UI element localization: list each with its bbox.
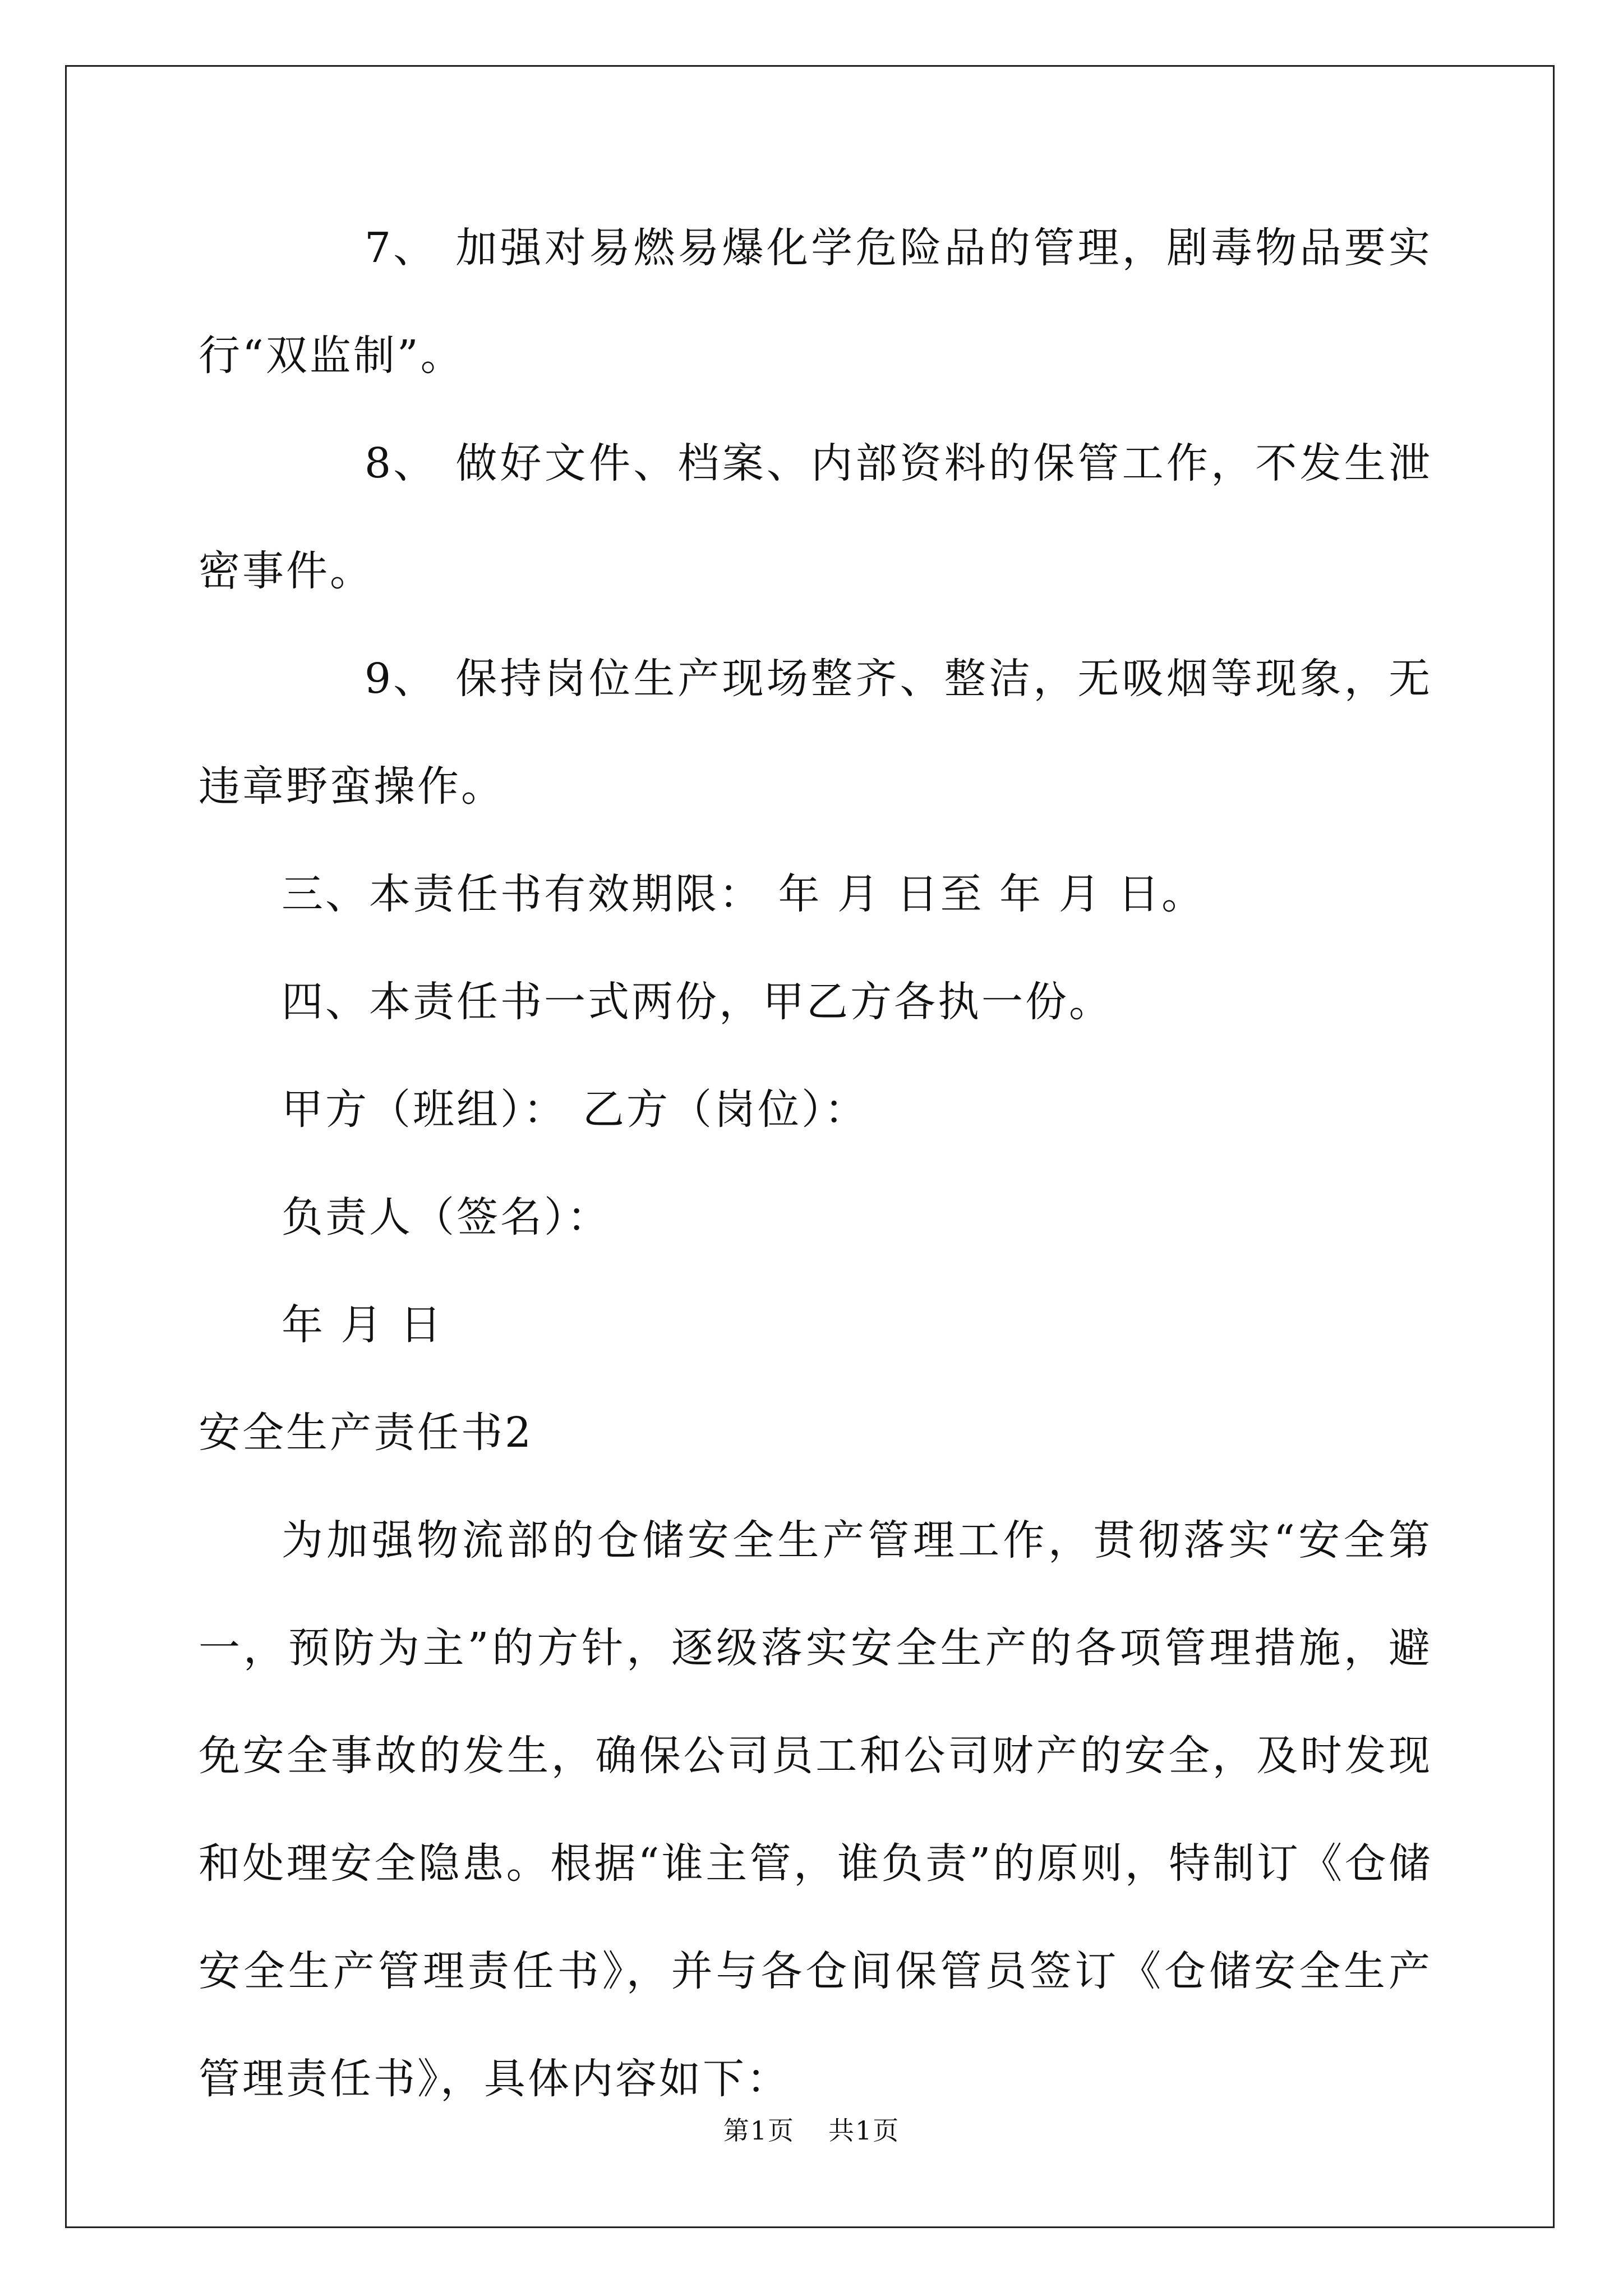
item-text: 加强对易燃易爆化学危险品的管理，剧毒物品要实行“双监制”。 [199, 224, 1432, 380]
item-number: 7、 [365, 224, 437, 272]
intro-paragraph: 为加强物流部的仓储安全生产管理工作，贯彻落实“安全第一，预防为主”的方针，逐级落实安全生产的各项管理措施，避免安全事故的发生，确保公司员工和公司财产的安全，及时发现和处理安全隐患。根据“谁主管，谁负责”的原则，特制订《仓储安全生产管理责任书》，并与各仓间保管员签订《仓储安全生产管理责任书》，具体内容如下： [199, 1516, 1432, 2103]
item-number: 8、 [365, 439, 437, 487]
list-item-8 [199, 409, 1432, 625]
parties-line [199, 1056, 1432, 1163]
copies-clause: 四、本责任书一式两份，甲乙方各执一份。 [282, 978, 1113, 1026]
party-b-label: 乙方（岗位）： [583, 1085, 868, 1134]
item-number: 9、 [365, 655, 437, 703]
party-a-label: 甲方（班组）： [282, 1085, 567, 1134]
section-title: 安全生产责任书2 [199, 1409, 534, 1457]
date-line: 年 月 日 [282, 1301, 444, 1349]
list-item-7 [199, 194, 1432, 409]
signer-line: 负责人（签名）： [282, 1193, 611, 1241]
item-text: 保持岗位生产现场整齐、整洁，无吸烟等现象，无违章野蛮操作。 [199, 655, 1432, 811]
page-footer [0, 2114, 1623, 2147]
page-number: 第1页 [723, 2115, 795, 2146]
document-body [199, 194, 1432, 2133]
page-total: 共1页 [828, 2115, 900, 2146]
list-item-9 [199, 625, 1432, 840]
item-text: 做好文件、档案、内部资料的保管工作，不发生泄密事件。 [199, 439, 1432, 595]
validity-clause: 三、本责任书有效期限： 年 月 日至 年 月 日。 [282, 870, 1206, 918]
